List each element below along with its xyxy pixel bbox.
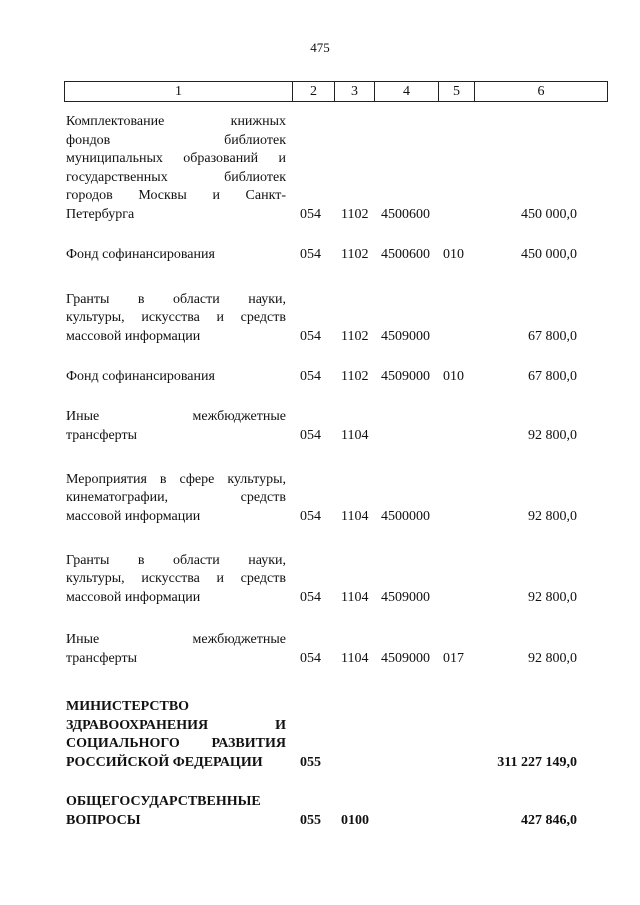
row-name [66, 793, 286, 830]
row-name-line: фондов библиотек [66, 132, 286, 148]
row-name-line: трансферты [66, 650, 138, 666]
row-name-line: кинематографии, средств [66, 490, 286, 505]
row-cell-c4: 4500000 [381, 508, 430, 524]
row-name [66, 552, 286, 608]
row-cell-c3: 1102 [341, 368, 369, 384]
column-header-row [64, 81, 608, 102]
row-cell-c3: 1104 [341, 589, 369, 605]
column-header-6: 6 [537, 84, 545, 99]
row-name-line: Гранты в области науки, [66, 552, 286, 568]
table-row [66, 408, 610, 445]
table-row [66, 367, 610, 386]
row-cell-c3: 1104 [341, 650, 369, 666]
row-name-line: Иные межбюджетные [66, 632, 286, 647]
row-cell-c6: 67 800,0 [528, 328, 577, 344]
row-cell-c2: 054 [300, 246, 321, 262]
row-cell-c2: 054 [300, 206, 321, 222]
row-cell-c4: 4509000 [381, 650, 430, 666]
row-name-line: РОССИЙСКОЙ ФЕДЕРАЦИИ [66, 754, 263, 770]
row-cell-c2: 054 [300, 589, 321, 605]
row-cell-c3: 1104 [341, 427, 369, 443]
row-cell-c4: 4509000 [381, 368, 430, 384]
row-name-line: СОЦИАЛЬНОГО РАЗВИТИЯ [66, 736, 286, 751]
table-row [66, 290, 610, 346]
row-name-line: государственных библиотек [66, 169, 286, 185]
column-header-5: 5 [439, 82, 475, 101]
row-cell-c2: 055 [300, 812, 321, 828]
row-name-line: Петербурга [66, 206, 135, 222]
row-name-line: Мероприятия в сфере культуры, [66, 471, 286, 487]
row-cell-c3: 1102 [341, 246, 369, 262]
row-cell-c6: 450 000,0 [521, 246, 577, 262]
row-name [66, 368, 286, 387]
row-name-line: массовой информации [66, 508, 201, 524]
row-name-line: массовой информации [66, 328, 201, 344]
row-name-line: ВОПРОСЫ [66, 812, 141, 828]
row-cell-c6: 92 800,0 [528, 589, 577, 605]
column-header-3: 3 [335, 82, 375, 101]
row-name [66, 698, 286, 772]
row-cell-c5: 010 [443, 368, 464, 384]
table-row [66, 470, 610, 526]
row-cell-c6: 92 800,0 [528, 427, 577, 443]
row-cell-c3: 1102 [341, 328, 369, 344]
row-cell-c4: 4509000 [381, 589, 430, 605]
table-row [66, 631, 610, 668]
row-name-line: Комплектование книжных [66, 114, 286, 129]
row-cell-c4: 4500600 [381, 246, 430, 262]
table-row [66, 695, 610, 772]
row-name-line: МИНИСТЕРСТВО [66, 699, 190, 714]
row-cell-c2: 054 [300, 427, 321, 443]
row-name-line: ЗДРАВООХРАНЕНИЯ И [66, 717, 286, 733]
row-cell-c2: 054 [300, 328, 321, 344]
table-row [66, 245, 610, 264]
row-name-line: культуры, искусства и средств [66, 571, 286, 586]
row-cell-c3: 0100 [341, 812, 369, 828]
table-row [66, 116, 610, 224]
table-row [66, 792, 610, 830]
row-name-line: Фонд софинансирования [66, 246, 215, 262]
row-cell-c2: 054 [300, 508, 321, 524]
row-cell-c2: 054 [300, 650, 321, 666]
row-cell-c6: 427 846,0 [521, 812, 577, 828]
row-name-line: массовой информации [66, 589, 201, 605]
row-cell-c3: 1104 [341, 508, 369, 524]
row-cell-c6: 67 800,0 [528, 368, 577, 384]
row-name [66, 113, 286, 224]
row-name-line: трансферты [66, 427, 138, 443]
row-cell-c6: 450 000,0 [521, 206, 577, 222]
row-cell-c4: 4509000 [381, 328, 430, 344]
row-name [66, 471, 286, 527]
row-name [66, 246, 286, 265]
row-name [66, 408, 286, 445]
row-name-line: Гранты в области науки, [66, 291, 286, 307]
row-cell-c2: 054 [300, 368, 321, 384]
row-cell-c4: 4500600 [381, 206, 430, 222]
row-cell-c3: 1102 [341, 206, 369, 222]
row-cell-c2: 055 [300, 754, 321, 770]
column-header-4: 4 [375, 82, 439, 101]
row-cell-c6: 311 227 149,0 [497, 754, 577, 770]
table-row [66, 551, 610, 607]
row-cell-c6: 92 800,0 [528, 650, 577, 666]
row-name [66, 291, 286, 347]
row-name-line: городов Москвы и Санкт- [66, 188, 286, 203]
row-name [66, 631, 286, 668]
row-cell-c6: 92 800,0 [528, 508, 577, 524]
page-number: 475 [310, 40, 330, 55]
row-name-line: культуры, искусства и средств [66, 310, 286, 325]
row-cell-c5: 017 [443, 650, 464, 666]
column-header-2: 2 [293, 82, 335, 101]
row-name-line: муниципальных образований и [66, 151, 286, 166]
row-name-line: Фонд софинансирования [66, 368, 215, 384]
column-header-1: 1 [65, 82, 293, 101]
row-cell-c5: 010 [443, 246, 464, 262]
row-name-line: Иные межбюджетные [66, 409, 286, 424]
row-name-line: ОБЩЕГОСУДАРСТВЕННЫЕ [66, 794, 261, 809]
